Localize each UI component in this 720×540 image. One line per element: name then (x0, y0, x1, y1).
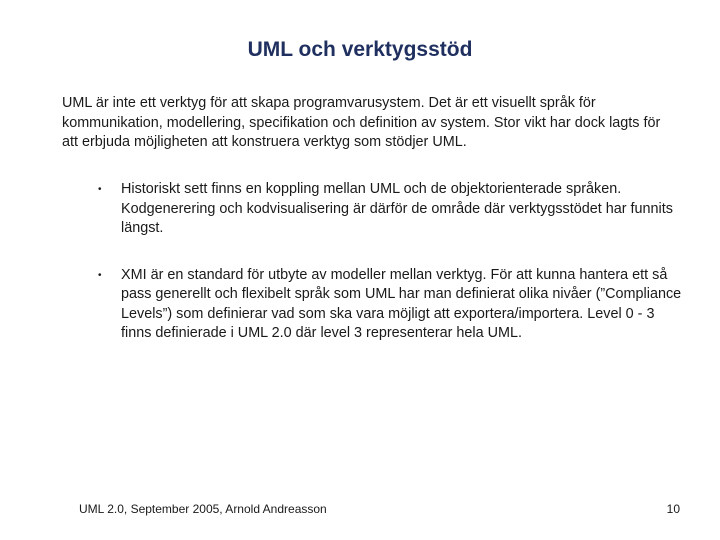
bullet-text: XMI är en standard för utbyte av modeller mellan verktyg. För att kunna hantera ett så pass generellt och flexibelt språk som UML har man definierat olika nivåer (”Compliance Levels”) som definierar vad som ska vara möjligt att exportera/importera. Level 0 - 3 finns definierade i UML 2.0 där level 3 representerar hela UML. (121, 266, 682, 341)
page-number: 10 (666, 502, 680, 516)
bullet-icon: • (98, 184, 102, 195)
bullet-item-history (98, 180, 683, 239)
bullet-text: Historiskt sett finns en koppling mellan UML och de objektorienterade språken. Kodgenerering och kodvisualisering är därför de område där verktygsstödet har funnits längst. (121, 181, 673, 236)
intro-paragraph: UML är inte ett verktyg för att skapa programvarusystem. Det är ett visuellt språk för kommunikation, modellering, specifikation och definition av system. Stor vikt har dock lagts för att erbjuda möjligheten att konstruera verktyg som stödjer UML. (62, 95, 661, 150)
bullet-icon: • (98, 269, 102, 281)
bullet-item-xmi (98, 266, 683, 344)
footer-citation: UML 2.0, September 2005, Arnold Andreasson (79, 502, 327, 516)
bullet-list (98, 180, 683, 344)
slide-title: UML och verktygsstöd (247, 38, 473, 61)
